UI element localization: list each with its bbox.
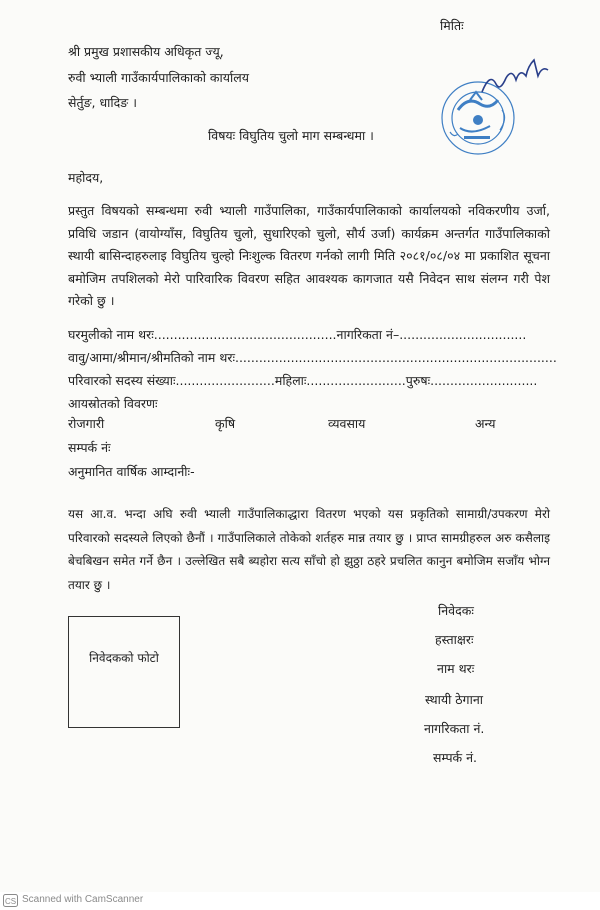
svg-text:CS: CS [5,897,17,906]
income-option-business: व्यवसाय [328,416,366,431]
income-option-other: अन्य [475,416,496,431]
signature-field: हस्ताक्षरः [435,632,474,647]
permanent-address-field: स्थायी ठेगाना [425,692,484,707]
scanner-footer-text: Scanned with CamScanner [22,894,144,905]
income-option-agriculture: कृषि [215,416,236,431]
recipient-line-2: रुवी भ्याली गाउँकार्यपालिकाको कार्यालय [68,70,249,85]
applicant-contact-field: सम्पर्क नं. [433,750,478,765]
body-paragraph: प्रस्तुत विषयको सम्बन्धमा रुवी भ्याली गाउँपालिका, गाउँकार्यपालिकाको कार्यालयको नविकरणीय उर्जा, प्रविधि जडान (वायोग्याँस, विघुतिय चुलो, सुधारिएको चुलो, सौर्य उर्जा) कार्यक्रम अन्तर्गत गाउँपालिकाको स्थायी बासिन्दाहरुलाइ विघुतिय चुल्हो निःशुल्क वितरण गर्नको लागी मिति २०८१/०८/०४ मा प्रकाशित सूचना बमोजिम तपशिलको मेरो पारिवारिक विवरण सहित आवश्यक कागजात यसै निवेदन साथ संलग्न गरी पेश गरेको छु । [68,203,550,308]
recipient-line-1: श्री प्रमुख प्रशासकीय अधिकृत ज्यू, [68,44,224,59]
citizenship-number-field: नागरिकता नं. [424,721,485,736]
applicant-title: निवेदकः [438,603,474,618]
date-label: मितिः [440,18,464,33]
subject-line: विषयः विघुतिय चुलो माग सम्बन्धमा । [208,128,374,143]
official-seal-icon [430,40,570,170]
applicant-name-field: नाम थरः [437,661,475,676]
photo-label: निवेदकको फोटो [89,651,159,665]
salutation: महोदय, [68,170,104,185]
annual-income-field: अनुमानित वार्षिक आम्दानीः- [68,464,195,479]
parent-spouse-name-field: वावु/आमा/श्रीमान/श्रीमतिको नाम थरः................................................................................. [68,350,557,365]
recipient-line-3: सेर्तुङ, धादिङ । [68,95,137,110]
contact-number-field: सम्पर्क नंः [68,440,111,455]
camscanner-logo-icon [3,894,18,907]
income-source-label: आयस्रोतको विवरणः [68,396,158,411]
income-option-employment: रोजगारी [68,416,105,431]
family-member-count-field: परिवारको सदस्य संख्याः.........................महिलाः.........................पुरुषः........................... [68,373,538,388]
declaration-paragraph: यस आ.व. भन्दा अघि रुवी भ्याली गाउँपालिकाद्धारा वितरण भएको यस प्रकृतिको सामाग्री/उपकरण मेरो परिवारको सदस्यले लिएको छैनौं । गाउँपालिकाले तोकेको शर्तहरु मान्न तयार छु । प्राप्त सामग्रीहरुल अरु कसैलाइ बेचबिखन समेत गर्ने छैन । उल्लेखित सबै ब्यहोरा सत्य साँचो हो झुठ्ठा ठहरे प्रचलित कानुन बमोजिम सजाँय भोग्न तयार छु । [68,507,550,592]
head-of-household-field: घरमुलीको नाम थरः..............................................नागरिकता नं–................................ [68,327,527,342]
applicant-photo-box [68,616,180,728]
